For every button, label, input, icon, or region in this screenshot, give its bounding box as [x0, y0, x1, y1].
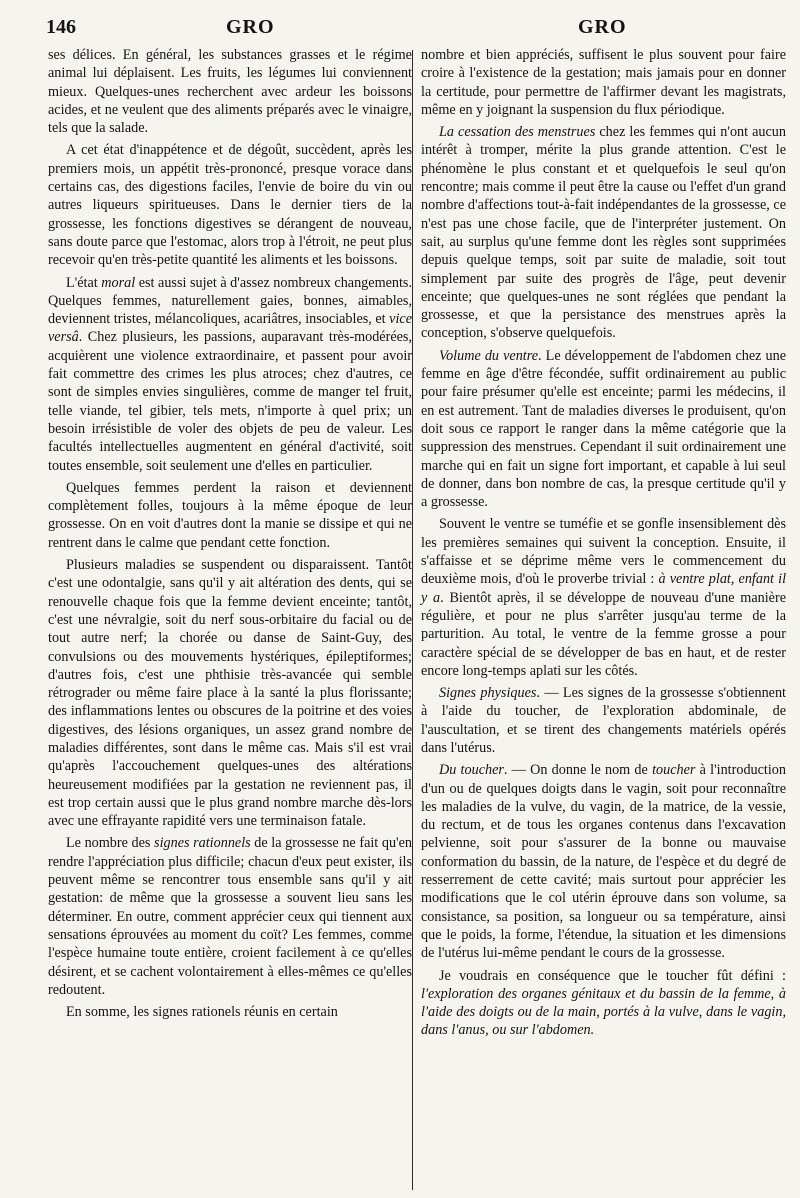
emphasis: Du toucher	[439, 762, 504, 779]
left-column	[48, 46, 412, 1025]
emphasis: Volume du ventre	[439, 347, 539, 364]
header-title-left: GRO	[226, 16, 275, 38]
paragraph: En somme, les signes rationels réunis en certain	[66, 1004, 338, 1021]
paragraph: La cessation des menstrues chez les femmes qui n'ont aucun intérêt à tromper, mérite la plus grande attention. C'est le phénomène le plus constant et et quelquefois le seul qu'on rencontre; mais comme il peut être la cause ou l'effet d'un grand nombre d'affections tout-à-fait indépendantes de la grossesse, ce n'est pas une chose facile, que de l'interpréter justement. On sait, au surplus qu'une femme dont les règles sont supprimées depuis quelque temps, soit par suite de maladie, soit tout simplement par suite des progrès de l'âge, peut devenir enceinte; que quelques-unes ne sont réglées que pendant la grossesse, et que la persistance des menstrues après la conception, s'observe quelquefois.	[421, 124, 786, 342]
emphasis: vice versâ	[48, 311, 413, 346]
paragraph: Volume du ventre. Le développement de l'abdomen chez une femme en âge d'être fécondée, suffit ordinairement au public pour faire présumer qu'elle est enceinte; parmi les médecins, il en est autrement. Tant de maladies diverses le produisent, qu'on doit sous ce rapport le ranger dans la même catégorie que la suppression des menstrues. Cependant il suit ordinairement une marche qui en fait un signe fort important, et capable à lui seul de donner, dans bon nombre de cas, la presque certitude qu'il y a grossesse.	[421, 347, 787, 511]
paragraph: Signes physiques. — Les signes de la grossesse s'obtiennent à l'aide du toucher, de l'exploration abdominale, de l'auscultation, et se tirent des changements matériels opérés dans l'utérus.	[421, 685, 786, 756]
column-divider	[412, 50, 413, 1190]
paragraph: Je voudrais en conséquence que le toucher fût défini : l'exploration des organes génitaux et du bassin de la femme, à l'aide des doigts ou de la main, portés à la vulve, dans le vagin, dans l'anus, ou sur l'abdomen.	[421, 967, 786, 1039]
right-column	[421, 46, 786, 1044]
emphasis: La cessation des menstrues	[439, 124, 596, 141]
paragraph: ses délices. En général, les substances grasses et le régime animal lui déplaisent. Les fruits, les légumes lui conviennent mieux. Quelques-unes recherchent avec ardeur les boissons acides, et ne veulent que des aliments préparés avec le vinaigre, tels que la salade.	[48, 47, 412, 137]
paragraph: Quelques femmes perdent la raison et deviennent complètement folles, toujours à la même époque de leur grossesse. On en voit d'autres dont la manie se dissipe et qui ne rentrent dans le calme que pendant cette fonction.	[48, 479, 412, 551]
emphasis: l'exploration des organes génitaux et du bassin de la femme, à l'aide des doigts ou de la main, portés à la vulve, dans le vagin, dans l'anus, ou sur l'abdomen.	[421, 985, 786, 1039]
paragraph: L'état moral est aussi sujet à d'assez nombreux changements. Quelques femmes, naturellement gaies, bonnes, aimables, deviennent tristes, mélancoliques, acariâtres, insociables, et vice versâ. Chez plusieurs, les passions, auparavant très-modérées, acquièrent une violence extraordinaire, et passent pour avoir fait commettre des crimes les plus atroces; chez d'autres, ce sont de simples envies singulières, comme de manger tel fruit, telle viande, tel gibier, tels mets, n'importe à quel prix; un besoin irrésistible de voler des objets de peu de valeur. Les facultés intellectuelles augmentent en général d'activité, soit toutes ensemble, soit seulement une d'elles en particulier.	[48, 274, 413, 474]
page-number: 146	[46, 16, 76, 38]
emphasis: à ventre plat, enfant il y a	[421, 571, 787, 606]
header-title-right: GRO	[578, 16, 627, 38]
emphasis: moral	[101, 274, 136, 291]
paragraph: Plusieurs maladies se suspendent ou disparaissent. Tantôt c'est une odontalgie, sans qu'il y ait altération des dents, qui se renouvelle chaque fois que la femme devient enceinte; tantôt, c'est une névralgie, soit du nerf sous-orbitaire du facial ou de tout autre nerf; la chorée ou danse de Saint-Guy, des convulsions ou des mouvements hystériques, épileptiformes; d'autres fois, c'est une phthisie très-avancée qui semble rétrograder ou même faire place à la santé la plus florissante; des inflammations lentes ou obscures de la poitrine et des voies digestives, des lésions organiques, un assez grand nombre de maladies différentes, sont dans le même cas. Mais s'il est vrai qu'après l'accouchement quelques-unes des altérations heureusement modifiées par la gestation ne reviennent pas, il est trop certain aussi que le plus grand nombre marche dès-lors avec une effrayante rapidité vers une terminaison fatale.	[48, 557, 412, 830]
paragraph: nombre et bien appréciés, suffisent le plus souvent pour faire croire à l'existence de la gestation; mais jamais pour en donner la certitude, pour permettre de l'affirmer devant les magistrats, même en y joignant la suspension du flux périodique.	[421, 47, 786, 118]
paragraph: A cet état d'inappétence et de dégoût, succèdent, après les premiers mois, un appétit très-prononcé, presque vorace dans certains cas, des digestions faciles, l'envie de boire du vin ou autres liqueurs spiritueuses. Dans le dernier tiers de la grossesse, les fonctions digestives se dérangent de nouveau, sans doute parce que l'estomac, alors trop à l'étroit, ne peut plus recevoir qu'en très-petite quantité les aliments et les boissons.	[48, 142, 412, 269]
paragraph: Souvent le ventre se tuméfie et se gonfle insensiblement dès les premières semaines qui suivent la conception. Ensuite, il s'affaisse et se déprime même vers le commencement du deuxième mois, d'où le proverbe trivial : à ventre plat, enfant il y a. Bientôt après, il se développe de nouveau d'une manière régulière, et pour ne plus s'arrêter jusqu'au terme de la parturition. Au total, le ventre de la femme grosse a pour caractère spécial de se développer de bas en haut, et de rester encore long-temps aplati sur les côtés.	[421, 516, 787, 679]
emphasis: toucher	[652, 762, 696, 779]
paragraph: Le nombre des signes rationnels de la grossesse ne fait qu'en rendre l'appréciation plus difficile; chacun d'eux peut exister, ils peuvent même se rencontrer tous ensemble sans qu'il y ait gestation: de même que la grossesse a souvent lieu sans les déterminer. En outre, comment apprécier ceux qui tiennent aux sensations éprouvées au moment du coït? Les femmes, comme l'espèce humaine toute entière, croient facilement à ce qu'elles désirent, et se cachent volontairement à elles-mêmes ce qu'elles redoutent.	[48, 835, 412, 998]
emphasis: signes rationnels	[154, 835, 251, 852]
paragraph: Du toucher. — On donne le nom de toucher à l'introduction d'un ou de quelques doigts dans le vagin, soit pour reconnaître les maladies de la vulve, du vagin, de la matrice, de la vessie, du rectum, et de tous les organes contenus dans l'excavation pelvienne, soit pour s'assurer de la bonne ou mauvaise conformation du bassin, de la nature, de l'espèce et du degré de resserrement de cette cavité; mais surtout pour apprécier les modifications que le col utérin éprouve dans son volume, sa consistance, sa position, sa longueur ou sa température, ainsi que le poids, la forme, l'étendue, la situation et les dimensions de l'utérus lui-même pendant le cours de la grossesse.	[421, 762, 786, 962]
emphasis: Signes physiques	[439, 685, 537, 702]
running-header	[0, 16, 800, 46]
